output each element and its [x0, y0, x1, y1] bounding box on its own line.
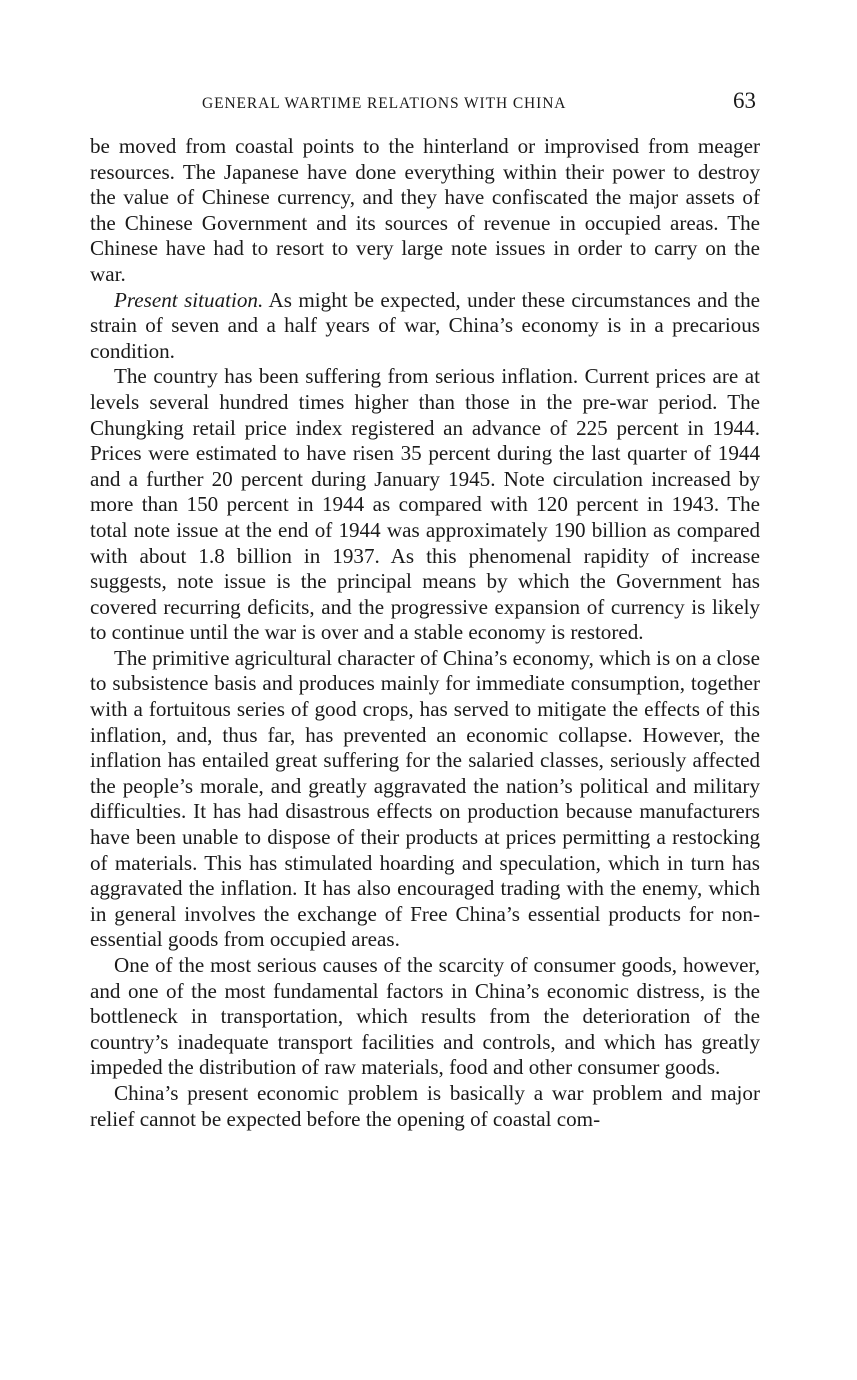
paragraph-continued: be moved from coastal points to the hinterland or improvised from meager resources. The Japanese have done everything within their power to destroy the value of Chinese currency, and they have confiscated the major assets of the Chinese Government and its sources of revenue in occupied areas. The Chinese have had to resort to very large note issues in order to carry on the war.	[90, 134, 760, 286]
paragraph-text: As might be expected, under these circumstances and the strain of seven and a half years of war, China’s economy is in a precarious condition.	[90, 287, 760, 363]
paragraph-present-situation	[90, 288, 760, 365]
run-in-heading: Present situation.	[114, 287, 264, 312]
body-text	[90, 134, 760, 1132]
paragraph-war-problem: China’s present economic problem is basically a war problem and major relief cannot be expected before the opening of coastal com-	[90, 1080, 760, 1131]
paragraph-inflation: The country has been suffering from serious inflation. Current prices are at levels several hundred times higher than those in the pre-war period. The Chungking retail price index registered an advance of 225 percent in 1944. Prices were estimated to have risen 35 percent during the last quarter of 1944 and a further 20 percent during January 1945. Note circulation increased by more than 150 percent in 1944 as compared with 120 percent in 1943. The total note issue at the end of 1944 was approximately 190 billion as compared with about 1.8 billion in 1937. As this phenomenal rapidity of increase suggests, note issue is the principal means by which the Government has covered recurring deficits, and the progressive expansion of currency is likely to continue until the war is over and a stable economy is restored.	[90, 364, 760, 645]
running-head	[90, 88, 766, 118]
paragraph-agricultural-economy: The primitive agricultural character of China’s economy, which is on a close to subsistence basis and produces mainly for immediate consumption, together with a fortuitous series of good crops, has served to mitigate the effects of this inflation, and, thus far, has prevented an economic collapse. However, the inflation has entailed great suffering for the salaried classes, seriously affected the people’s morale, and greatly aggravated the nation’s political and military difficulties. It has had disastrous effects on production because manufacturers have been unable to dispose of their products at prices permitting a restocking of materials. This has stimulated hoarding and speculation, which in turn has aggravated the inflation. It has also encouraged trading with the enemy, which in general involves the exchange of Free China’s essential products for non-essential goods from occupied areas.	[90, 645, 760, 952]
page-number: 63	[733, 88, 756, 113]
running-title: GENERAL WARTIME RELATIONS WITH CHINA	[202, 95, 567, 112]
paragraph-transportation: One of the most serious causes of the scarcity of consumer goods, however, and one of the most fundamental factors in China’s economic distress, is the bottleneck in transportation, which results from the deterioration of the country’s inadequate transport facilities and controls, and which has greatly impeded the distribution of raw materials, food and other consumer goods.	[90, 953, 760, 1080]
